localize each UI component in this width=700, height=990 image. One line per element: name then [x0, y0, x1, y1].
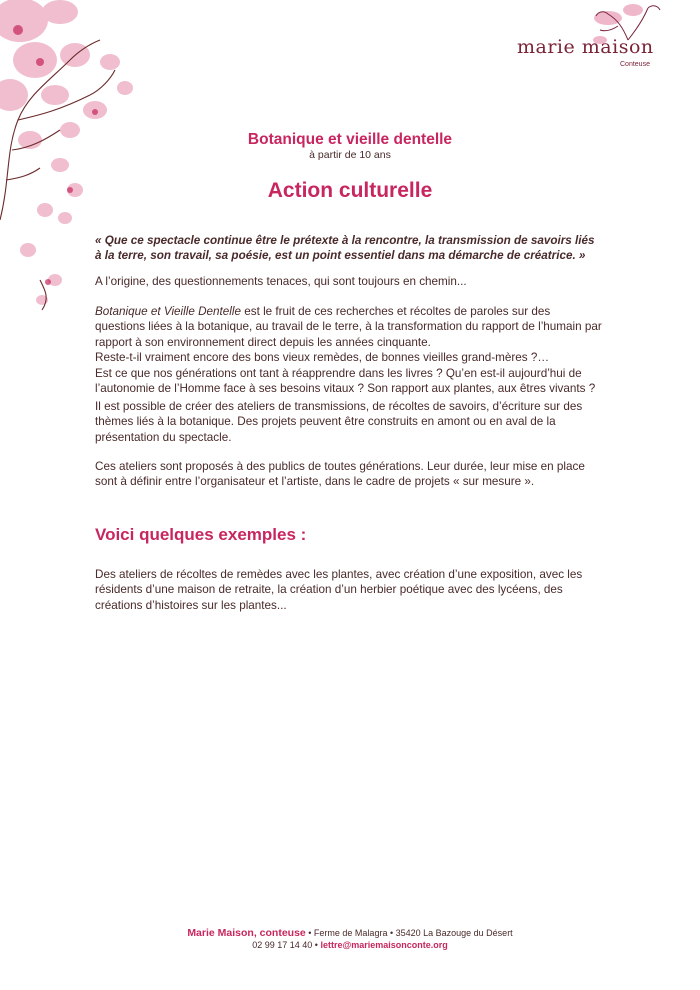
paragraph-botanique-line2: Reste-t-il vraiment encore des bons vieux remèdes, de bonnes vieilles grand-mères ?…	[95, 351, 550, 365]
paragraph-origin: A l’origine, des questionnements tenaces, qui sont toujours en chemin...	[95, 275, 467, 288]
paragraph-examples: Des ateliers de récoltes de remèdes avec les plantes, avec création d’une exposition, avec les résidents d’une maison de retraite, la création d’un herbier poétique avec des lycéens, des créations d’histoires sur les plantes...	[95, 568, 583, 612]
show-title: Botanique et vieille dentelle	[247, 131, 453, 148]
logo-name: marie maison	[517, 36, 654, 58]
footer-email-link[interactable]: lettre@mariemaisonconte.org	[320, 940, 448, 950]
footer-address: • Ferme de Malagra • 35420 La Bazouge du Désert	[305, 928, 513, 938]
page-title: Action culturelle	[267, 179, 433, 202]
paragraph-botanique-text: est le fruit de ces recherches et récoltes de paroles sur des questions liées à la botanique, au travail de le terre, à la transformation du rapport de l’humain par rapport à son environnement direct depuis les années cinquante.	[95, 305, 602, 349]
intro-quote: « Que ce spectacle continue être le prétexte à la rencontre, la transmission de savoirs liés à la terre, son travail, sa poésie, est un point essentiel dans ma démarche de créatrice. »	[95, 234, 595, 263]
section-title-examples: Voici quelques exemples :	[95, 525, 307, 544]
footer	[0, 927, 700, 951]
paragraph-publics: Ces ateliers sont proposés à des publics de toutes générations. Leur durée, leur mise en place sont à définir entre l’organisateur et l’artiste, dans le cadre de projets « sur mesure ».	[95, 460, 585, 489]
paragraph-botanique-line3: Est ce que nos générations ont tant à réapprendre dans les livres ? Qu’en est-il aujourd’hui de l’autonomie de l’Homme face à ses besoins vitaux ? Son rapport aux plantes, aux êtres vivants ?	[95, 366, 596, 396]
paragraph-botanique	[95, 304, 603, 396]
logo-subtitle: Conteuse	[620, 61, 650, 68]
paragraph-ateliers: Il est possible de créer des ateliers de transmissions, de récoltes de savoirs, d’écriture sur des thèmes liés à la botanique. Des projets peuvent être construits en amont ou en aval de la présentation du spectacle.	[95, 400, 583, 444]
age-note: à partir de 10 ans	[309, 149, 391, 161]
show-title-italic: Botanique et Vieille Dentelle	[95, 305, 241, 318]
footer-name: Marie Maison, conteuse	[187, 927, 306, 939]
footer-phone: 02 99 17 14 40 •	[252, 940, 321, 950]
